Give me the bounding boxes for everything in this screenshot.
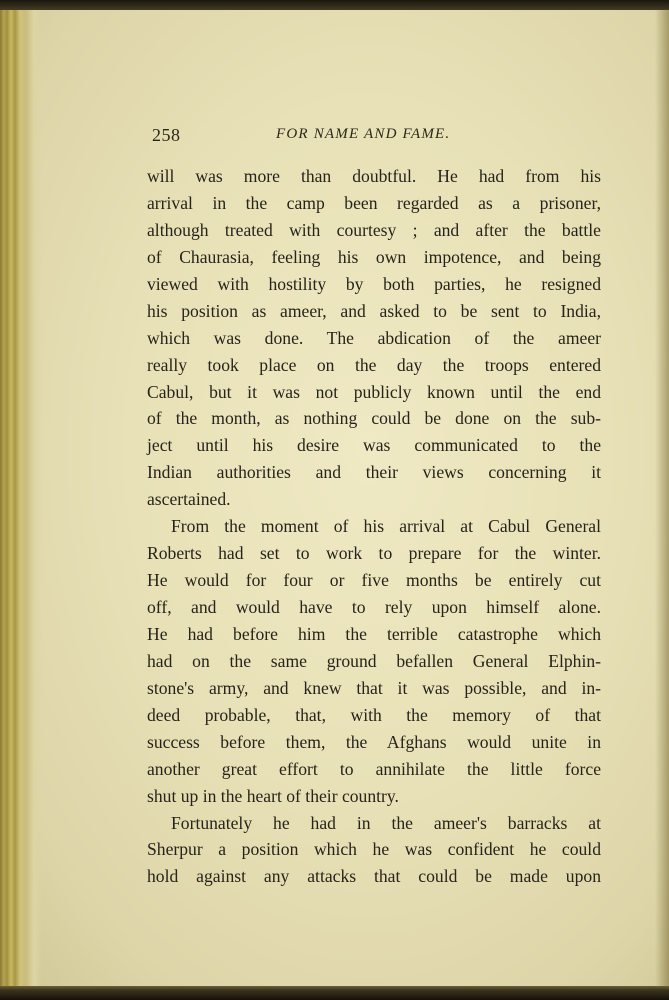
page-edge-shadow	[655, 10, 669, 988]
text-line: stone's army, and knew that it was possible, and in-	[147, 677, 601, 698]
text-line: deed probable, that, with the memory of that	[147, 704, 601, 725]
text-line: success before them, the Afghans would unite in	[147, 731, 601, 752]
text-line: which was done. The abdication of the ameer	[147, 327, 601, 348]
text-line: his position as ameer, and asked to be sent to India,	[147, 300, 601, 321]
text-line: He had before him the terrible catastrophe which	[147, 623, 601, 644]
text-line: shut up in the heart of their country.	[147, 785, 399, 806]
page-gutter	[0, 10, 42, 988]
page-number: 258	[152, 125, 181, 145]
running-title: FOR NAME AND FAME.	[276, 126, 451, 142]
text-line: ject until his desire was communicated to the	[147, 435, 601, 456]
text-line: Indian authorities and their views concerning it	[147, 462, 601, 483]
text-line: will was more than doubtful. He had from his	[147, 166, 601, 186]
text-line: viewed with hostility by both parties, he resigned	[147, 273, 601, 294]
text-line: off, and would have to rely upon himself alone.	[147, 597, 601, 617]
text-line: of Chaurasia, feeling his own impotence, and being	[147, 246, 601, 267]
book-page	[0, 10, 669, 988]
text-line: another great effort to annihilate the little force	[147, 758, 601, 779]
book-bottom-edge	[0, 986, 669, 1000]
text-line: From the moment of his arrival at Cabul General	[171, 516, 601, 537]
running-head	[152, 125, 602, 149]
text-line: Sherpur a position which he was confident he could	[147, 839, 601, 860]
text-line: had on the same ground befallen General Elphin-	[147, 650, 601, 671]
text-line: ascertained.	[147, 489, 231, 510]
text-line: Cabul, but it was not publicly known until the end	[147, 381, 601, 402]
text-line: He would for four or five months be entirely cut	[147, 570, 601, 591]
text-line: hold against any attacks that could be made upon	[147, 866, 601, 887]
text-line: of the month, as nothing could be done on the sub-	[147, 408, 601, 429]
text-line: Roberts had set to work to prepare for the winter.	[147, 543, 601, 564]
text-line: really took place on the day the troops entered	[147, 354, 601, 375]
body-text	[147, 163, 601, 890]
text-line: arrival in the camp been regarded as a prisoner,	[147, 192, 601, 213]
text-line: Fortunately he had in the ameer's barracks at	[171, 812, 601, 833]
text-line: although treated with courtesy ; and after the battle	[147, 219, 601, 240]
